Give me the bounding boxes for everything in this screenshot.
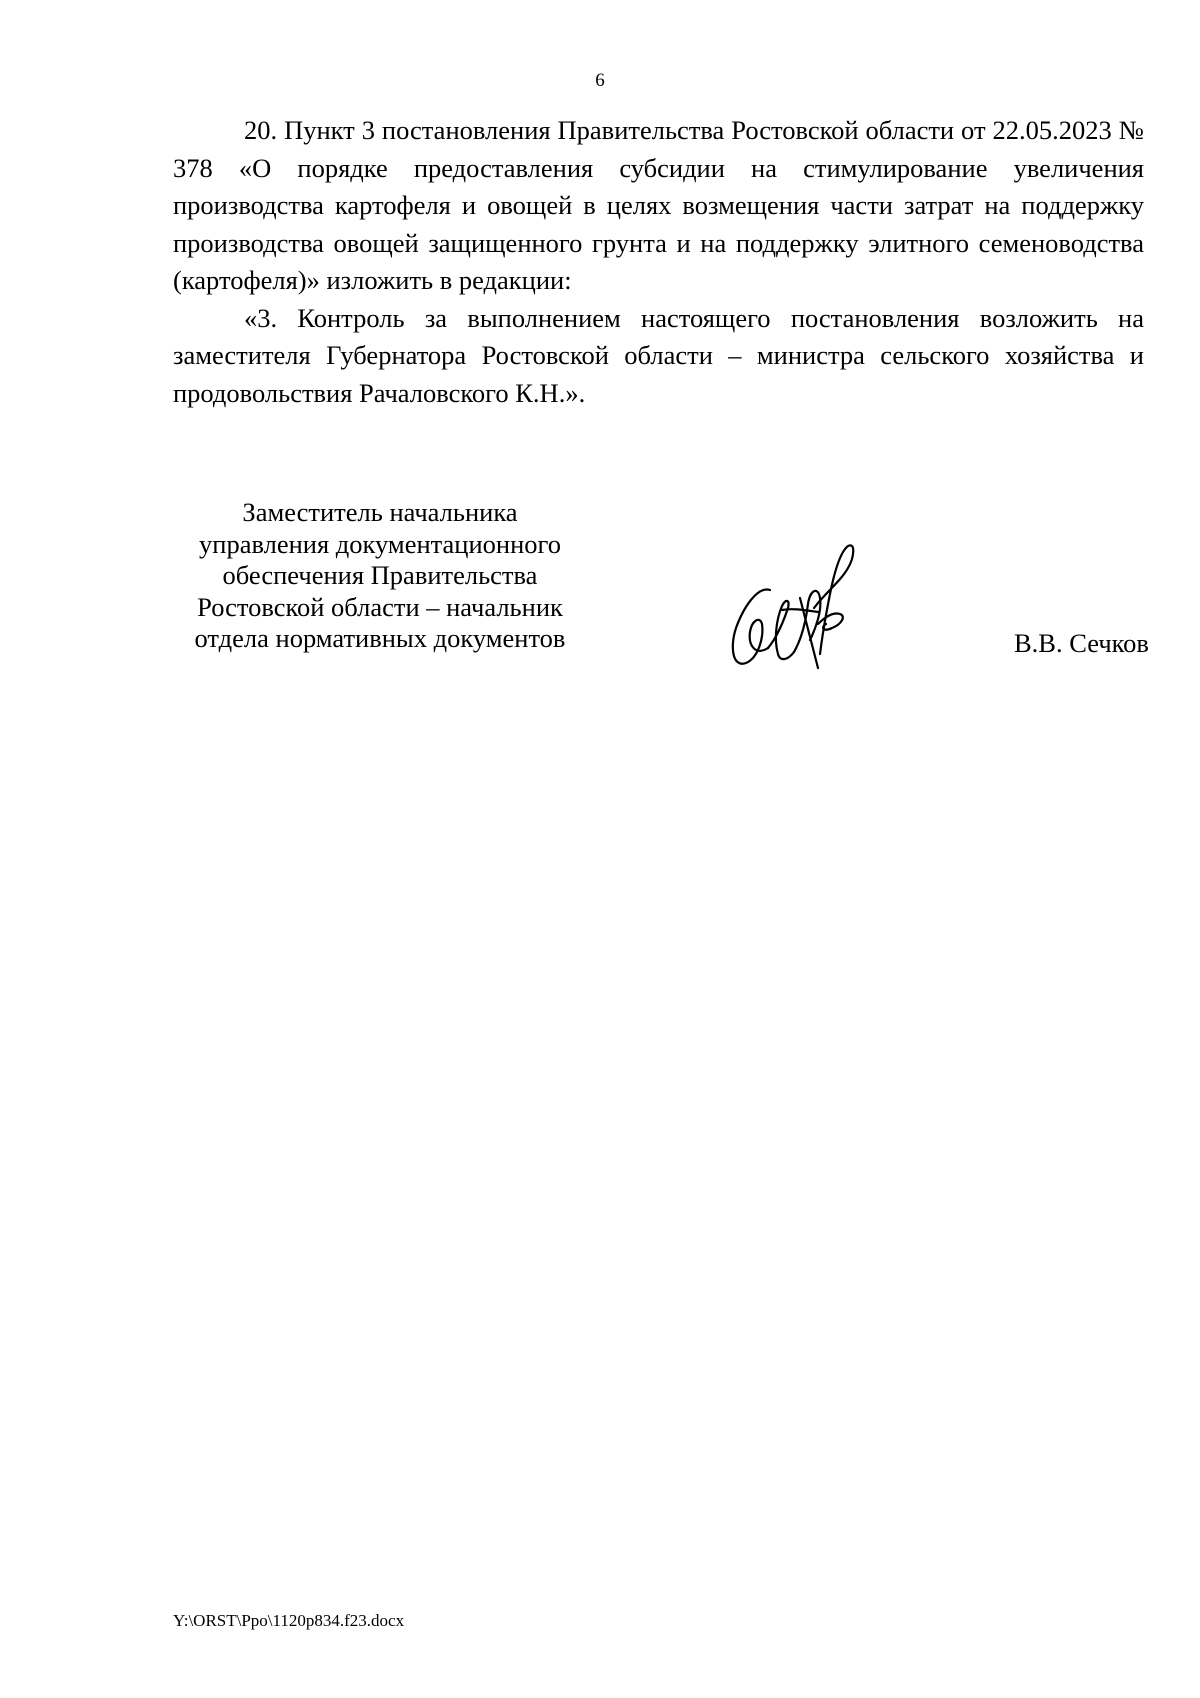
position-line: управления документационного <box>199 528 561 559</box>
page-number: 6 <box>595 70 605 91</box>
document-body <box>173 112 1144 412</box>
paragraph-item-20: 20. Пункт 3 постановления Правительства Ростовской области от 22.05.2023 № 378 «О порядке предоставления субсидии на стимулирование увеличения производства картофеля и овощей в целях возмещения части затрат на поддержку производства овощей защищенного грунта и на поддержку элитного семеноводства (картофеля)» изложить в редакции: <box>173 115 1144 295</box>
position-line: отдела нормативных документов <box>194 623 566 653</box>
signer-name: В.В. Сечков <box>1014 628 1149 658</box>
position-line: обеспечения Правительства <box>222 560 538 590</box>
handwritten-signature <box>722 528 872 678</box>
signatory-position <box>170 497 590 655</box>
footer-file-path: Y:\ORST\Ppo\1120p834.f23.docx <box>173 1611 405 1630</box>
position-line: Заместитель начальника <box>242 497 518 527</box>
paragraph-new-wording: «3. Контроль за выполнением настоящего постановления возложить на заместителя Губернатора Ростовской области – министра сельского хозяйства и продовольствия Рачаловского К.Н.». <box>173 302 1144 408</box>
position-line: Ростовской области – начальник <box>197 591 563 622</box>
